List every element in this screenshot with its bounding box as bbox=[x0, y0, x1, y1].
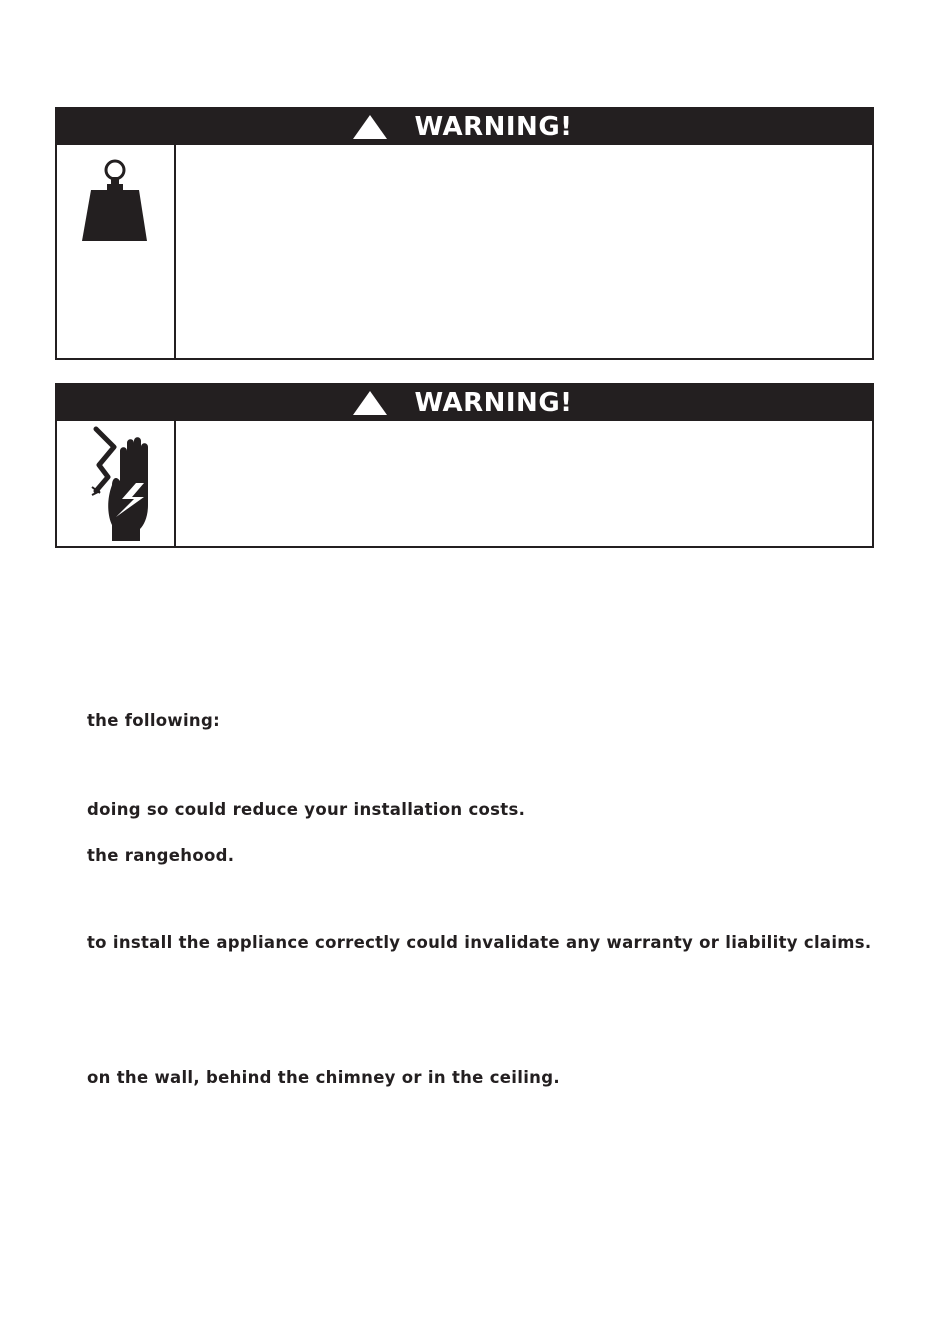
warning-icon-cell bbox=[57, 145, 176, 358]
warning-header bbox=[57, 385, 872, 421]
heavy-weight-icon bbox=[81, 157, 151, 243]
instruction-line: the rangehood. bbox=[87, 846, 235, 865]
warning-icon-cell bbox=[57, 421, 176, 546]
instruction-line: the following: bbox=[87, 711, 220, 730]
warning-triangle-icon bbox=[352, 114, 388, 140]
instruction-line: on the wall, behind the chimney or in the ceiling. bbox=[87, 1068, 560, 1087]
warning-text-cell bbox=[176, 421, 872, 546]
warning-title: WARNING! bbox=[414, 388, 573, 418]
warning-text-cell bbox=[176, 145, 872, 358]
warning-box-electric bbox=[55, 383, 874, 548]
warning-triangle-icon bbox=[352, 390, 388, 416]
warning-box-weight bbox=[55, 107, 874, 360]
electric-shock-hand-icon bbox=[66, 425, 166, 543]
instruction-line: to install the appliance correctly could invalidate any warranty or liability claims. bbox=[87, 933, 872, 952]
instruction-line: doing so could reduce your installation costs. bbox=[87, 800, 526, 819]
warning-header bbox=[57, 109, 872, 145]
warning-title: WARNING! bbox=[414, 112, 573, 142]
